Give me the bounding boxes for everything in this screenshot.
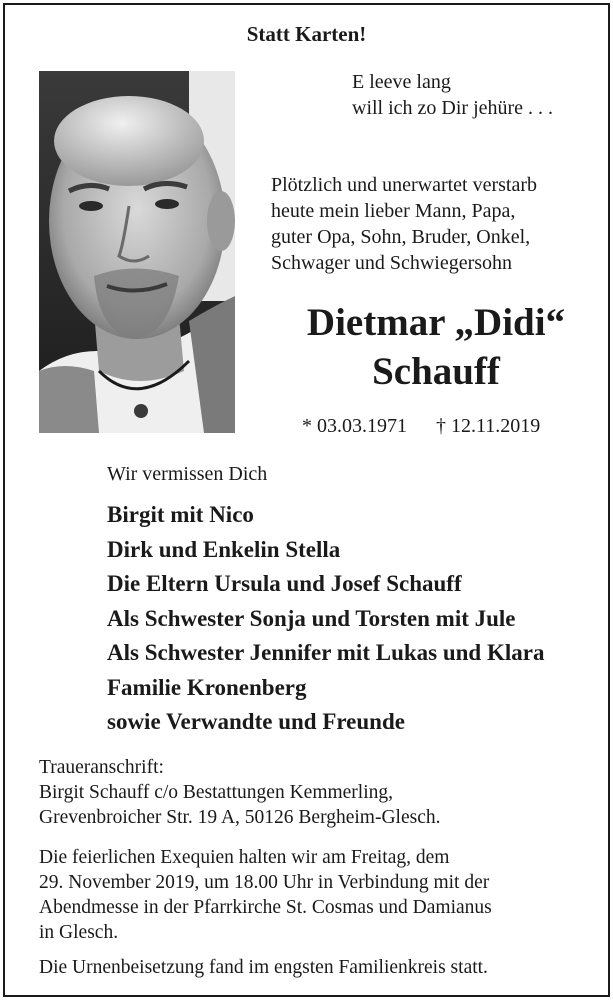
service-info (39, 845, 492, 945)
service-line: Abendmesse in der Pfarrkirche St. Cosmas und Damianus (39, 897, 492, 918)
death-date: † 12.11.2019 (436, 415, 541, 437)
quote-line: will ich zo Dir jehüre . . . (352, 97, 554, 119)
address-line: Grevenbroicher Str. 19 A, 50126 Bergheim-Glesch. (39, 807, 441, 828)
mourner-entry: sowie Verwandte und Freunde (107, 709, 405, 734)
death-announcement (271, 172, 537, 276)
mourner-entry: Die Eltern Ursula und Josef Schauff (107, 571, 462, 596)
burial-info (39, 955, 488, 980)
deceased-name (246, 298, 613, 396)
deceased-surname: Schauff (372, 350, 500, 393)
mourner-entry: Dirk und Enkelin Stella (107, 536, 341, 562)
quote-verse (352, 69, 553, 121)
portrait-photo (39, 71, 235, 433)
mourner-entry: Als Schwester Sonja und Torsten mit Jule (107, 605, 516, 631)
mourner-entry: Birgit mit Nico (107, 502, 254, 527)
mourner-entry: Als Schwester Jennifer mit Lukas und Klara (107, 640, 545, 665)
mourner-list (107, 498, 544, 740)
mourner-entry: Familie Kronenberg (107, 674, 307, 700)
mourning-address (39, 755, 440, 830)
mourning-intro: Wir vermissen Dich (107, 463, 268, 485)
notice-title: Statt Karten! (246, 22, 367, 46)
deceased-first-name: Dietmar „Didi“ (306, 301, 566, 344)
address-line: Birgit Schauff c/o Bestattungen Kemmerling, (39, 782, 394, 803)
announcement-line: guter Opa, Sohn, Bruder, Onkel, (271, 226, 531, 248)
address-line: Traueranschrift: (39, 757, 164, 778)
service-line: Die feierlichen Exequien halten wir am Freitag, dem (39, 847, 450, 868)
announcement-line: Plötzlich und unerwartet verstarb (271, 174, 538, 196)
burial-line: Die Urnenbeisetzung fand im engsten Familienkreis statt. (39, 957, 488, 978)
service-line: in Glesch. (39, 922, 119, 943)
announcement-line: heute mein lieber Mann, Papa, (271, 200, 516, 222)
birth-date: * 03.03.1971 (302, 415, 407, 437)
quote-line: E leeve lang (352, 71, 451, 93)
announcement-line: Schwager und Schwiegersohn (271, 252, 513, 274)
service-line: 29. November 2019, um 18.00 Uhr in Verbindung mit der (39, 872, 490, 893)
